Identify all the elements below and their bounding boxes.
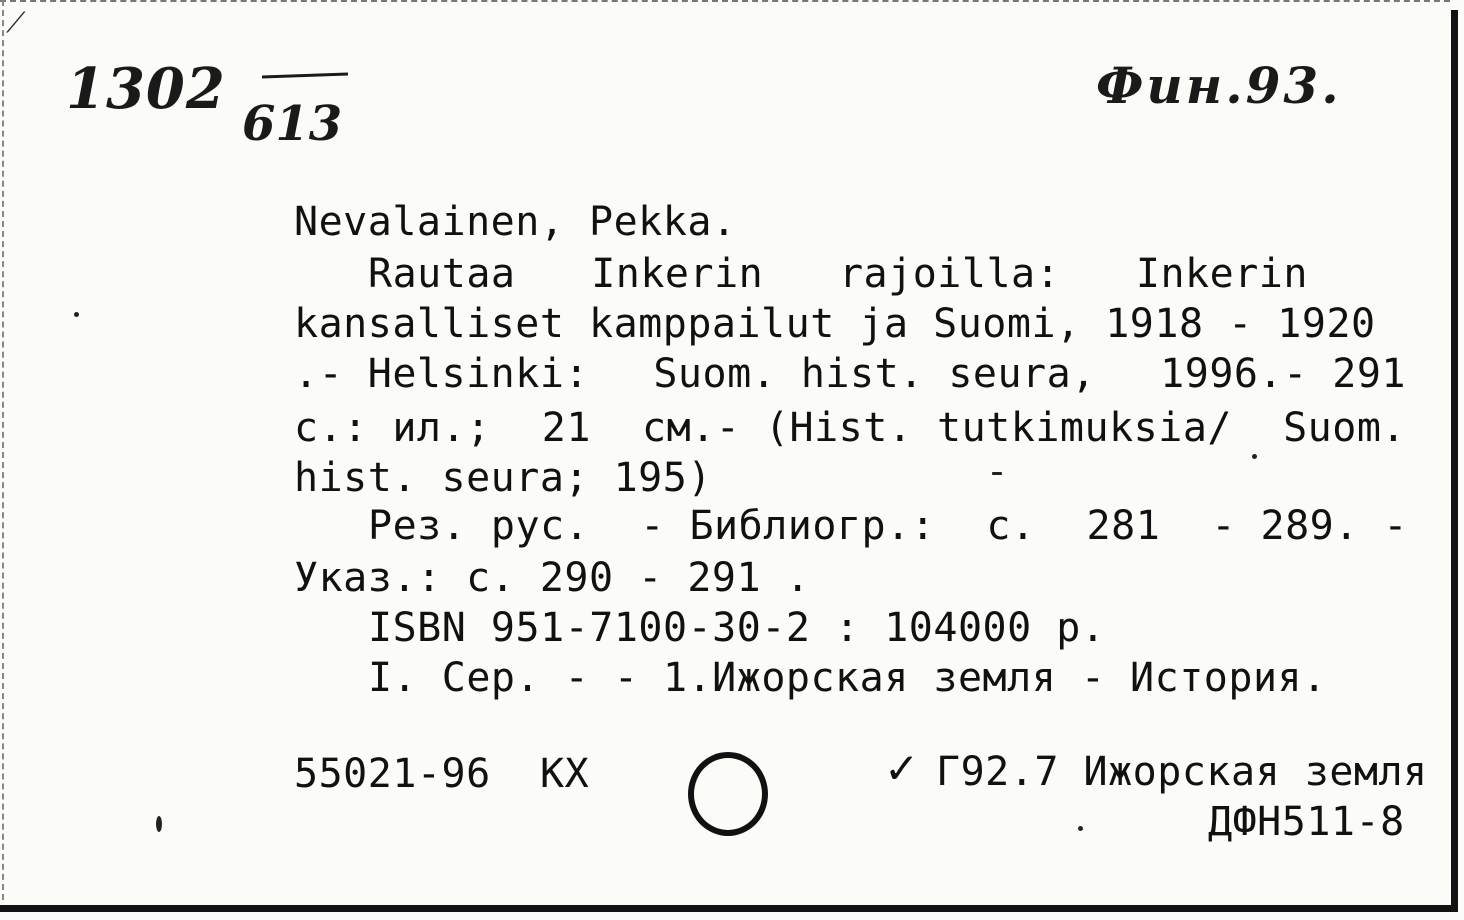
ink-speck bbox=[992, 472, 1002, 475]
location-mark: Фин.93. bbox=[1096, 56, 1342, 115]
physical-description-line bbox=[294, 406, 1406, 450]
card-right-edge bbox=[1451, 10, 1458, 910]
ink-speck bbox=[156, 816, 162, 832]
isbn-line: ISBN 951-7100-30-2 : 104000 р. bbox=[368, 605, 1106, 651]
card-top-edge bbox=[0, 0, 1450, 2]
physical-part: см.- (Hist. tutkimuksia/ bbox=[642, 405, 1232, 451]
title-word: Inkerin bbox=[591, 251, 764, 297]
corner-scribble-icon: ⟋ bbox=[6, 6, 26, 39]
classification-line: Г92.7 Ижорская земля bbox=[936, 749, 1428, 795]
accession-number: 55021-96 bbox=[294, 751, 491, 797]
notes-part: - Библиогр.: bbox=[640, 503, 936, 549]
physical-part: Suom. bbox=[1283, 405, 1406, 451]
call-number-sub: 613 bbox=[242, 96, 343, 152]
shelf-code: ДФН511-8 bbox=[1208, 799, 1405, 845]
author-line: Nevalainen, Pekka. bbox=[294, 199, 737, 245]
title-word: rajoilla: bbox=[838, 251, 1061, 297]
ink-speck bbox=[1078, 826, 1083, 831]
series-line: hist. seura; 195) bbox=[294, 455, 712, 501]
notes-part: 281 bbox=[1086, 503, 1161, 549]
check-icon: ✓ bbox=[884, 744, 920, 793]
title-line-2: kansalliset kamppailut ja Suomi, 1918 - 1920 bbox=[294, 301, 1376, 347]
circle-stamp-icon bbox=[688, 752, 768, 836]
notes-part: с. bbox=[986, 503, 1036, 549]
notes-part: Рез. рус. bbox=[368, 503, 590, 549]
title-word: Inkerin bbox=[1135, 251, 1308, 297]
collection-code: КХ bbox=[540, 751, 590, 797]
imprint-part: 1996.- 291 bbox=[1160, 351, 1406, 397]
call-number: 1302 bbox=[66, 56, 226, 122]
imprint-part: Suom. hist. seura, bbox=[653, 351, 1096, 397]
notes-line-2: Указ.: с. 290 - 291 . bbox=[294, 555, 811, 601]
imprint-part: .- Helsinki: bbox=[294, 351, 589, 397]
card-bottom-edge bbox=[0, 905, 1458, 912]
tracing-line: I. Сер. - - 1.Ижорская земля - История. bbox=[368, 655, 1327, 701]
notes-part: - 289. - bbox=[1211, 503, 1408, 549]
physical-part: c.: ил.; bbox=[294, 405, 491, 451]
imprint-line bbox=[294, 352, 1406, 396]
card-left-edge bbox=[2, 0, 4, 900]
title-line-1 bbox=[368, 252, 1308, 296]
call-number-fraction-line bbox=[262, 73, 348, 79]
title-word: Rautaa bbox=[368, 251, 516, 297]
ink-speck bbox=[74, 312, 79, 317]
notes-line-1 bbox=[368, 504, 1408, 548]
physical-part: 21 bbox=[541, 405, 591, 451]
ink-speck bbox=[1252, 454, 1257, 459]
